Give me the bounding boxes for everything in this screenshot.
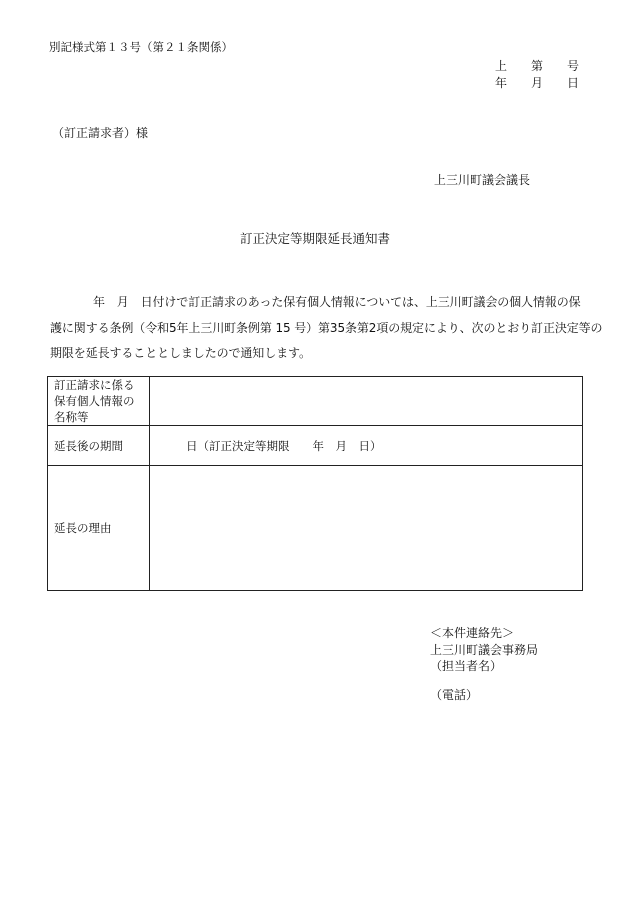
contact-phone: （電話） xyxy=(430,687,479,702)
row-value-extension-reason[interactable] xyxy=(150,466,583,591)
document-number-block xyxy=(495,58,579,92)
table-row xyxy=(48,426,583,466)
contact-block xyxy=(430,625,538,703)
label-line: 保有個人情報の xyxy=(54,394,135,408)
form-number: 別記様式第１３号（第２１条関係） xyxy=(49,40,233,54)
contact-office: 上三川町議会事務局 xyxy=(430,642,539,657)
contact-heading: ＜本件連絡先＞ xyxy=(430,626,515,640)
info-table xyxy=(47,376,583,591)
table-row xyxy=(48,377,583,426)
document-date: 年 月 日 xyxy=(494,76,579,90)
body-line-2: 護に関する条例（令和5年上三川町条例第 15 号）第35条第2項の規定により、次のとおり訂正決定等の xyxy=(50,320,603,335)
body-line-3: 期限を延長することとしましたので通知します。 xyxy=(50,346,311,360)
label-line: 訂正請求に係る xyxy=(54,378,135,392)
body-line-1: 年 月 日付けで訂正請求のあった保有個人情報については、上三川町議会の個人情報の保 xyxy=(93,295,581,309)
label-line: 名称等 xyxy=(54,410,89,424)
sender: 上三川町議会議長 xyxy=(434,173,531,187)
table-row xyxy=(48,466,583,591)
row-label-extension-reason: 延長の理由 xyxy=(48,466,150,591)
document-number: 上 第 号 xyxy=(494,59,579,73)
contact-person: （担当者名） xyxy=(430,659,503,673)
addressee: （訂正請求者）様 xyxy=(52,126,149,140)
row-value-info-name[interactable] xyxy=(150,377,583,426)
row-value-extended-period[interactable]: 日（訂正決定等期限 年 月 日） xyxy=(150,426,583,466)
document-title: 訂正決定等期限延長通知書 xyxy=(239,231,390,246)
body-text xyxy=(50,290,603,367)
row-label-extended-period: 延長後の期間 xyxy=(48,426,150,466)
row-label-info-name xyxy=(48,377,150,426)
